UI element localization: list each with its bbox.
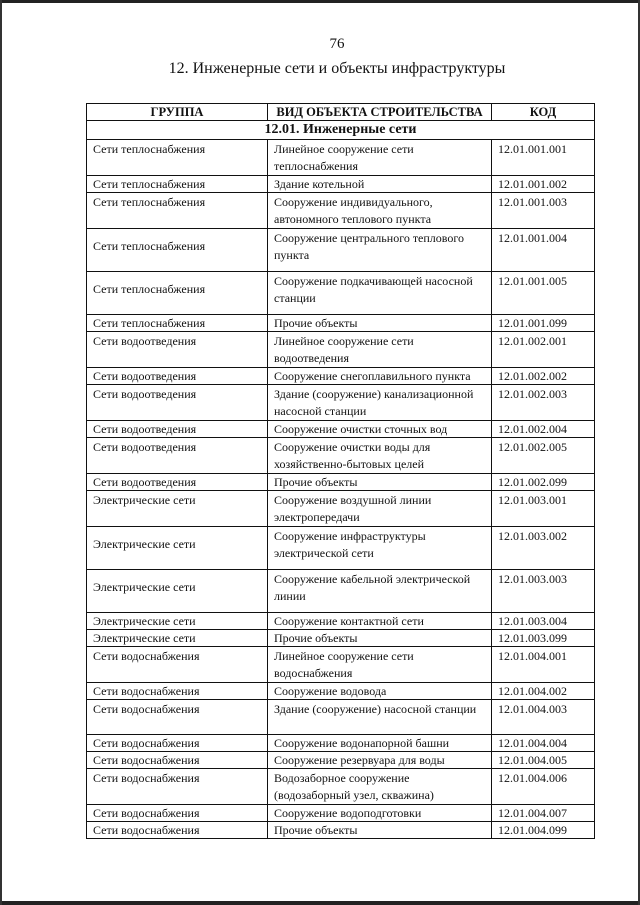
table-row [87,805,595,822]
page-edge-left [0,0,2,905]
cell-object-type: Здание (сооружение) канализационной насосной станции [268,385,492,421]
cell-object-type: Здание (сооружение) насосной станции [268,700,492,735]
cell-code: 12.01.004.099 [492,822,595,839]
cell-code: 12.01.003.004 [492,613,595,630]
cell-code: 12.01.001.001 [492,140,595,176]
cell-group: Электрические сети [87,527,268,570]
cell-code: 12.01.002.003 [492,385,595,421]
cell-group: Электрические сети [87,570,268,613]
table-row [87,193,595,229]
cell-group: Сети водоснабжения [87,769,268,805]
table-row [87,315,595,332]
cell-object-type: Линейное сооружение сети теплоснабжения [268,140,492,176]
table-row [87,421,595,438]
cell-group: Сети водоотведения [87,332,268,368]
cell-code: 12.01.003.002 [492,527,595,570]
cell-code: 12.01.001.002 [492,176,595,193]
cell-object-type: Линейное сооружение сети водоснабжения [268,647,492,683]
cell-code: 12.01.002.004 [492,421,595,438]
cell-group: Сети теплоснабжения [87,229,268,272]
cell-group: Сети водоснабжения [87,700,268,735]
cell-code: 12.01.004.006 [492,769,595,805]
table-row [87,368,595,385]
cell-object-type: Прочие объекты [268,822,492,839]
table-row [87,683,595,700]
cell-code: 12.01.004.005 [492,752,595,769]
cell-object-type: Сооружение инфраструктуры электрической сети [268,527,492,570]
page-edge-top [0,0,640,3]
table-row [87,491,595,527]
cell-group: Сети водоснабжения [87,735,268,752]
cell-code: 12.01.001.005 [492,272,595,315]
cell-object-type: Сооружение воздушной линии электропередачи [268,491,492,527]
cell-code: 12.01.002.002 [492,368,595,385]
table-row [87,822,595,839]
table-row [87,769,595,805]
cell-code: 12.01.004.007 [492,805,595,822]
cell-group: Сети водоотведения [87,368,268,385]
cell-code: 12.01.001.004 [492,229,595,272]
table-row [87,570,595,613]
cell-object-type: Водозаборное сооружение (водозаборный узел, скважина) [268,769,492,805]
cell-object-type: Сооружение очистки сточных вод [268,421,492,438]
table-row [87,613,595,630]
cell-group: Сети водоотведения [87,385,268,421]
table-body [87,121,595,839]
table-row [87,752,595,769]
page-edge-bottom [0,901,640,905]
cell-code: 12.01.004.004 [492,735,595,752]
cell-group: Сети теплоснабжения [87,193,268,229]
cell-object-type: Прочие объекты [268,474,492,491]
cell-code: 12.01.004.002 [492,683,595,700]
cell-object-type: Сооружение контактной сети [268,613,492,630]
cell-object-type: Сооружение центрального теплового пункта [268,229,492,272]
table-row [87,272,595,315]
table-row [87,140,595,176]
classification-table [86,103,595,839]
cell-code: 12.01.003.003 [492,570,595,613]
page-number: 76 [329,36,345,52]
cell-code: 12.01.002.099 [492,474,595,491]
cell-group: Электрические сети [87,613,268,630]
table-header-row [87,104,595,121]
classification-table-wrapper [86,103,594,839]
cell-group: Сети водоснабжения [87,683,268,700]
header-object-type: ВИД ОБЪЕКТА СТРОИТЕЛЬСТВА [268,104,492,121]
table-row [87,700,595,735]
cell-object-type: Здание котельной [268,176,492,193]
cell-object-type: Сооружение подкачивающей насосной станции [268,272,492,315]
cell-object-type: Сооружение снегоплавильного пункта [268,368,492,385]
cell-group: Электрические сети [87,491,268,527]
cell-object-type: Сооружение очистки воды для хозяйственно-бытовых целей [268,438,492,474]
subheader-cell: 12.01. Инженерные сети [87,121,595,140]
cell-object-type: Прочие объекты [268,630,492,647]
cell-group: Сети водоотведения [87,474,268,491]
cell-code: 12.01.001.099 [492,315,595,332]
table-row [87,176,595,193]
cell-object-type: Прочие объекты [268,315,492,332]
table-row [87,474,595,491]
cell-code: 12.01.004.003 [492,700,595,735]
cell-group: Электрические сети [87,630,268,647]
cell-group: Сети водоснабжения [87,752,268,769]
cell-group: Сети теплоснабжения [87,140,268,176]
table-row [87,385,595,421]
cell-code: 12.01.002.005 [492,438,595,474]
table-row [87,647,595,683]
table-row [87,332,595,368]
cell-object-type: Линейное сооружение сети водоотведения [268,332,492,368]
cell-group: Сети водоснабжения [87,805,268,822]
table-row [87,527,595,570]
cell-code: 12.01.003.099 [492,630,595,647]
cell-object-type: Сооружение водоподготовки [268,805,492,822]
subheader-row [87,121,595,140]
cell-group: Сети теплоснабжения [87,315,268,332]
header-group: ГРУППА [87,104,268,121]
section-title: 12. Инженерные сети и объекты инфраструктуры [168,60,506,77]
cell-code: 12.01.004.001 [492,647,595,683]
cell-code: 12.01.003.001 [492,491,595,527]
cell-object-type: Сооружение водовода [268,683,492,700]
cell-group: Сети водоснабжения [87,647,268,683]
cell-code: 12.01.001.003 [492,193,595,229]
table-row [87,229,595,272]
table-row [87,735,595,752]
cell-group: Сети теплоснабжения [87,272,268,315]
cell-code: 12.01.002.001 [492,332,595,368]
cell-group: Сети теплоснабжения [87,176,268,193]
cell-object-type: Сооружение резервуара для воды [268,752,492,769]
cell-group: Сети водоснабжения [87,822,268,839]
table-row [87,438,595,474]
cell-object-type: Сооружение индивидуального, автономного теплового пункта [268,193,492,229]
cell-group: Сети водоотведения [87,421,268,438]
cell-group: Сети водоотведения [87,438,268,474]
header-code: КОД [492,104,595,121]
table-row [87,630,595,647]
cell-object-type: Сооружение кабельной электрической линии [268,570,492,613]
cell-object-type: Сооружение водонапорной башни [268,735,492,752]
